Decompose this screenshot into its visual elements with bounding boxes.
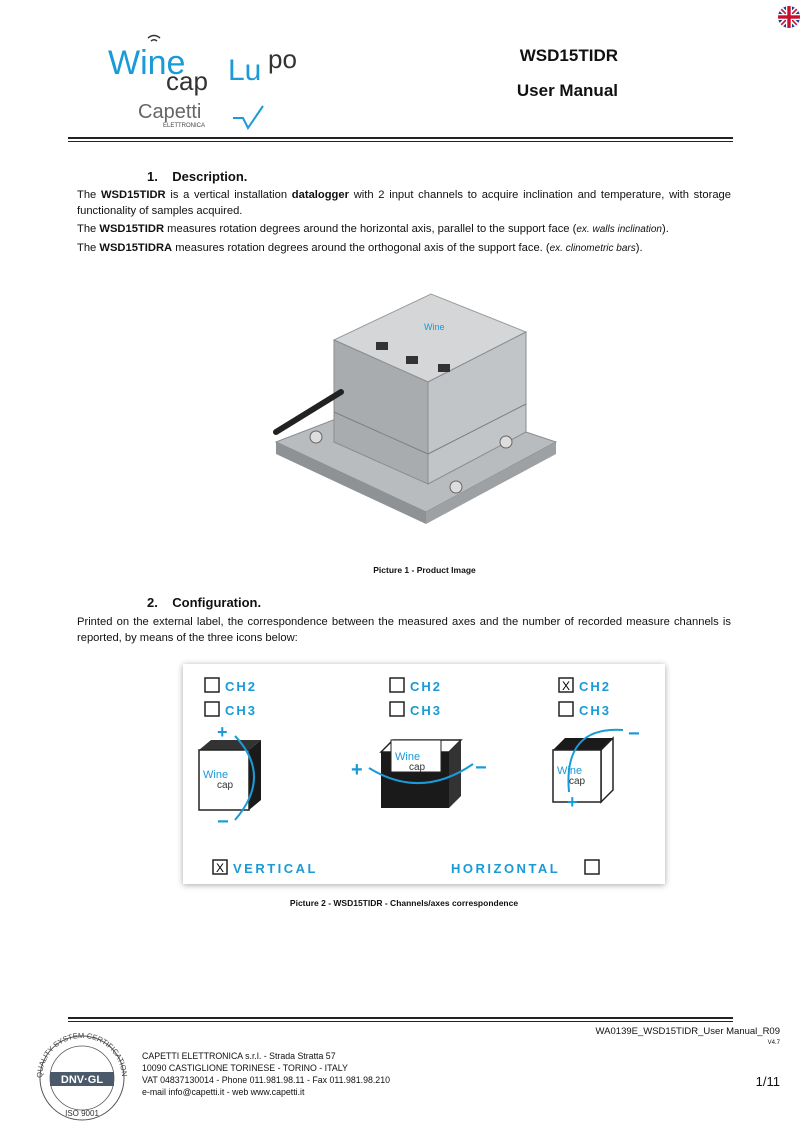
horizontal-option <box>451 860 599 876</box>
footer-divider <box>68 1017 733 1019</box>
document-version: V4.7 <box>767 1040 780 1046</box>
svg-text:CH3: CH3 <box>225 703 258 718</box>
svg-text:−: − <box>628 723 640 745</box>
svg-text:ISO 9001: ISO 9001 <box>65 1109 99 1118</box>
page-number: 1/11 <box>755 1074 780 1089</box>
channels-axes-figure <box>183 664 665 884</box>
svg-text:Wine: Wine <box>203 769 229 781</box>
svg-text:HORIZONTAL: HORIZONTAL <box>451 861 561 876</box>
svg-text:X: X <box>562 679 571 693</box>
panel-3-cube <box>553 723 640 812</box>
panel-3-checkboxes <box>559 678 611 718</box>
svg-text:CH2: CH2 <box>579 679 612 694</box>
company-line: 10090 CASTIGLIONE TORINESE - TORINO - ITALY <box>142 1063 348 1073</box>
footer-divider-thin <box>68 1021 733 1022</box>
svg-text:Capetti: Capetti <box>138 101 202 123</box>
svg-text:cap: cap <box>409 762 426 773</box>
svg-text:CH3: CH3 <box>579 703 612 718</box>
svg-text:CH3: CH3 <box>410 703 443 718</box>
section-heading-configuration: 2. Configuration. <box>147 595 262 610</box>
document-subtitle: User Manual <box>516 81 618 100</box>
svg-text:po: po <box>268 44 297 74</box>
header-divider-thin <box>68 141 733 142</box>
panel-1-checkboxes <box>205 678 257 718</box>
company-line: CAPETTI ELETTRONICA s.r.l. - Strada Stratta 57 <box>142 1051 336 1061</box>
description-paragraph-3: The WSD15TIDRA measures rotation degrees around the orthogonal axis of the support face. (ex. clinometric bars). <box>77 242 643 254</box>
section-heading-description: 1. Description. <box>147 169 248 184</box>
configuration-paragraph: Printed on the external label, the correspondence between the measured axes and the number of recorded measure channels is reported, by means of the three icons below: <box>77 616 731 644</box>
panel-2-checkboxes <box>390 678 442 718</box>
svg-text:−: − <box>217 811 229 833</box>
svg-text:X: X <box>216 861 225 875</box>
svg-text:CH2: CH2 <box>410 679 443 694</box>
company-info <box>142 1050 390 1098</box>
svg-text:+: + <box>567 792 578 812</box>
svg-text:+: + <box>351 759 363 781</box>
description-paragraph-1: The WSD15TIDR is a vertical installation datalogger with 2 input channels to acquire inclination and temperature, with storage functionality of samples acquired. <box>77 189 731 217</box>
svg-text:Wine: Wine <box>395 751 421 763</box>
winecap-logo <box>108 30 318 130</box>
picture-1-caption: Picture 1 - Product Image <box>373 565 476 575</box>
panel-1-cube <box>199 722 261 833</box>
dnv-iso-seal <box>30 1026 130 1121</box>
svg-text:cap: cap <box>166 66 208 96</box>
svg-text:Lu: Lu <box>228 54 262 87</box>
document-code: WA0139E_WSD15TIDR_User Manual_R09 <box>595 1026 780 1037</box>
svg-text:cap: cap <box>569 776 586 787</box>
svg-text:ELETTRONICA: ELETTRONICA <box>163 123 206 129</box>
svg-text:DNV·GL: DNV·GL <box>60 1074 104 1086</box>
product-image <box>256 272 593 557</box>
uk-flag-icon[interactable] <box>778 6 800 28</box>
svg-text:Wine: Wine <box>557 765 583 777</box>
svg-text:+: + <box>217 722 228 742</box>
picture-2-caption: Picture 2 - WSD15TIDR - Channels/axes correspondence <box>289 898 519 908</box>
vertical-option <box>213 860 318 876</box>
document-title: WSD15TIDR <box>519 46 618 65</box>
svg-text:CH2: CH2 <box>225 679 258 694</box>
svg-text:cap: cap <box>217 780 234 791</box>
header-divider <box>68 137 733 139</box>
svg-text:−: − <box>475 757 487 779</box>
svg-text:Wine: Wine <box>108 44 186 82</box>
description-paragraph-2: The WSD15TIDR measures rotation degrees around the horizontal axis, parallel to the support face (ex. walls inclination). <box>77 223 669 235</box>
panel-2-cube <box>351 740 487 808</box>
company-line: e-mail info@capetti.it - web www.capetti.it <box>142 1087 305 1097</box>
svg-text:VERTICAL: VERTICAL <box>233 861 318 876</box>
svg-text:QUALITY SYSTEM CERTIFICATION: QUALITY SYSTEM CERTIFICATION <box>34 1030 130 1079</box>
svg-text:Wine: Wine <box>424 322 445 332</box>
company-line: VAT 04837130014 - Phone 011.981.98.11 - Fax 011.981.98.210 <box>142 1075 390 1085</box>
